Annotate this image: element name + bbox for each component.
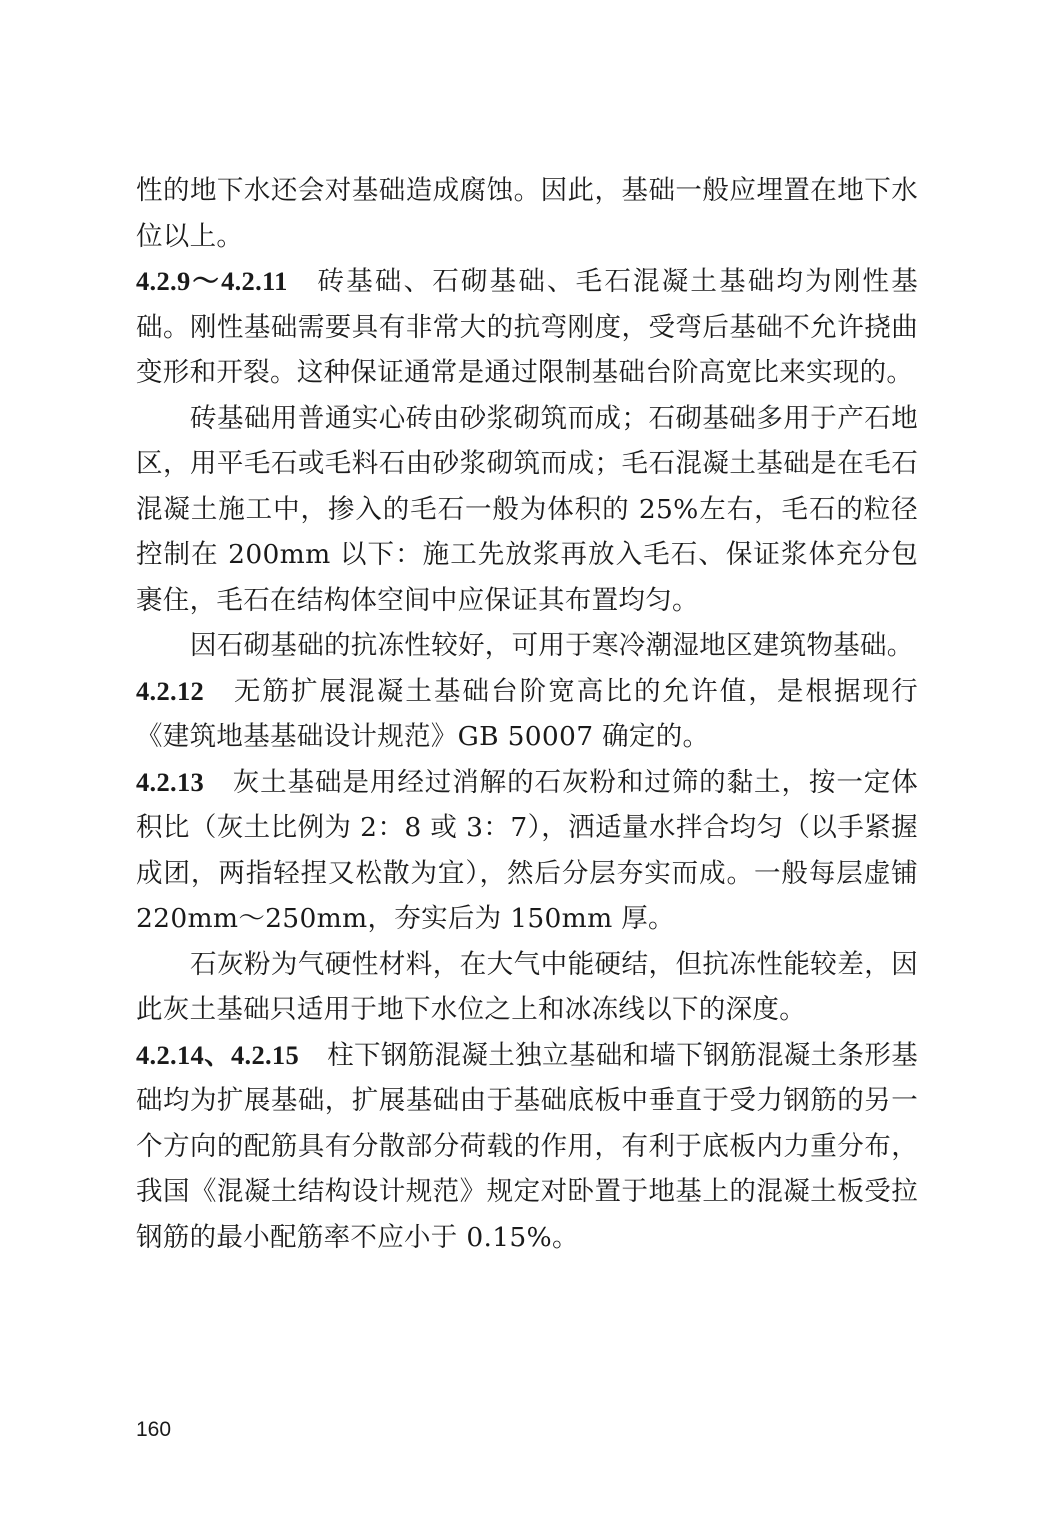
paragraph-4 xyxy=(136,623,918,669)
paragraph-1 xyxy=(136,168,918,259)
paragraph-7 xyxy=(136,942,918,1033)
paragraph-text: 砖基础、石砌基础、毛石混凝土基础均为刚性基础。刚性基础需要具有非常大的抗弯刚度，受弯后基础不允许挠曲变形和开裂。这种保证通常是通过限制基础台阶高宽比来实现的。 xyxy=(136,266,918,388)
paragraph-text: 砖基础用普通实心砖由砂浆砌筑而成；石砌基础多用于产石地区，用平毛石或毛料石由砂浆砌筑而成；毛石混凝土基础是在毛石混凝土施工中，掺入的毛石一般为体积的 25%左右，毛石的粒径控制在 200mm 以下：施工先放浆再放入毛石、保证浆体充分包裹住，毛石在结构体空间中应保证其布置均匀。 xyxy=(136,402,918,616)
page-body xyxy=(136,168,918,1260)
paragraph-5 xyxy=(136,669,918,760)
paragraph-2 xyxy=(136,259,918,396)
paragraph-text: 因石砌基础的抗冻性较好，可用于寒冷潮湿地区建筑物基础。 xyxy=(190,630,914,661)
paragraph-text: 无筋扩展混凝土基础台阶宽高比的允许值，是根据现行《建筑地基基础设计规范》GB 50007 确定的。 xyxy=(136,675,918,752)
paragraph-3 xyxy=(136,396,918,624)
paragraph-text: 性的地下水还会对基础造成腐蚀。因此，基础一般应埋置在地下水位以上。 xyxy=(136,175,918,252)
clause-number: 4.2.13 xyxy=(136,766,205,797)
paragraph-text: 柱下钢筋混凝土独立基础和墙下钢筋混凝土条形基础均为扩展基础，扩展基础由于基础底板中垂直于受力钢筋的另一个方向的配筋具有分散部分荷载的作用，有利于底板内力重分布，我国《混凝土结构设计规范》规定对卧置于地基上的混凝土板受拉钢筋的最小配筋率不应小于 0.15%。 xyxy=(136,1039,918,1253)
paragraph-text: 石灰粉为气硬性材料，在大气中能硬结，但抗冻性能较差，因此灰土基础只适用于地下水位之上和冰冻线以下的深度。 xyxy=(136,948,918,1025)
paragraph-6 xyxy=(136,760,918,942)
paragraph-8 xyxy=(136,1033,918,1261)
paragraph-text: 灰土基础是用经过消解的石灰粉和过筛的黏土，按一定体积比（灰土比例为 2：8 或 3：7），洒适量水拌合均匀（以手紧握成团，两指轻捏又松散为宜），然后分层夯实而成。一般每层虚铺 220mm～250mm，夯实后为 150mm 厚。 xyxy=(136,766,918,934)
clause-number: 4.2.9～4.2.11 xyxy=(136,266,288,296)
clause-number: 4.2.12 xyxy=(136,675,205,706)
page-number: 160 xyxy=(136,1418,172,1441)
clause-number: 4.2.14、4.2.15 xyxy=(136,1039,300,1070)
